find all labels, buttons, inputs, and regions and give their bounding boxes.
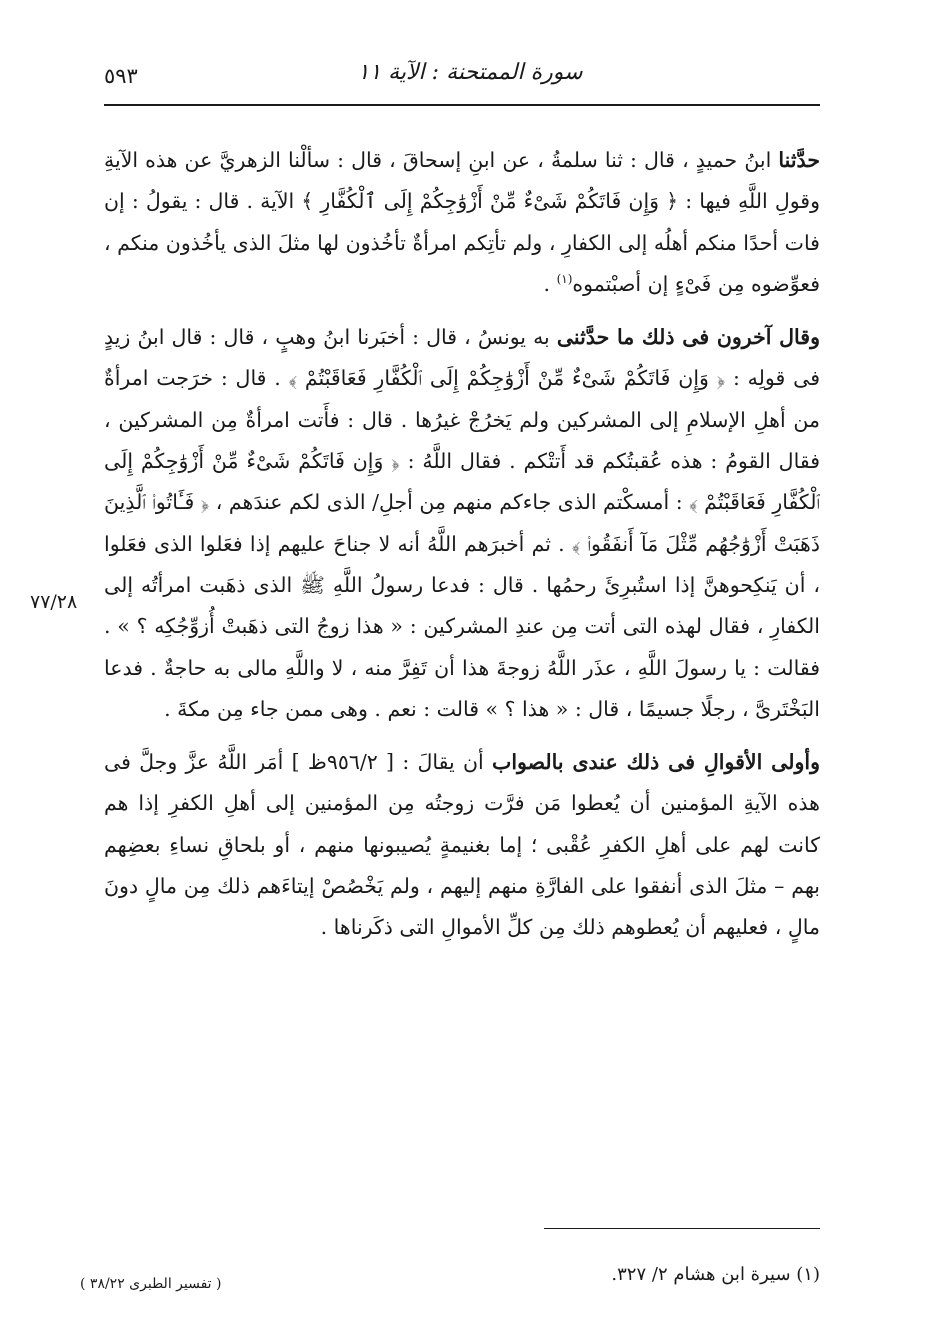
paragraph-3 <box>104 742 820 948</box>
quran-quote: ﴿ وَإِن فَاتَكُمْ شَىْءٌ مِّنْ أَزْوَٰجِكُمْ إِلَى ٱلْكُفَّارِ فَعَاقَبْتُمْ ﴾ <box>288 366 726 391</box>
paragraph-body: ابنُ حميدٍ ، قال : ثنا سلمةُ ، عن ابنِ إسحاقَ ، قال : سألْنا الزهريَّ عن هذه الآيةِ وقولِ اللَّهِ فيها : <box>104 148 821 214</box>
paragraph-body: به يونسُ ، قال : أخبَرنا ابنُ وهبٍ ، قال : قال ابنُ زيدٍ فى قولِه : <box>104 325 821 391</box>
paragraph-lead: وأولى الأقوالِ فى ذلك عندى بالصواب <box>492 750 820 775</box>
footnote: (١) سيرة ابن هشام ٢/ ٣٢٧. <box>611 1264 820 1285</box>
paragraph-1 <box>104 140 820 305</box>
paragraph-text: . ثم أخبرَهم اللَّهُ أنه لا جناحَ عليهم إذا فعَلوا الذى فعَلوا ، أن يَنكِحوهنَّ إذا استُبرِئَ رحمُها . قال : فدعا رسولُ اللَّهِ ﷺ الذى ذهَبت امرأتُه إلى الكفارِ ، فقال لهذه التى أتت مِن عندِ المشركين : « هذا زوجُ التى ذهَبتْ أُزوِّجُكِه ؟ » . فقالت : يا رسولَ اللَّهِ ، عذَر اللَّهُ زوجةَ هذا أن تَفِرَّ منه ، لا واللَّهِ مالى به حاجةٌ . فدعا البَخْتَرىَّ ، رجلًا جسيمًا ، قال : « هذا ؟ » قالت : نعم . وهى ممن جاء مِن مكةَ . <box>104 531 820 721</box>
paragraph-text: . قال : خرَجت امرأةٌ من أهلِ الإسلامِ إلى المشركين ولم يَخرُجْ غيرُها . قال : فأَتت امرأةٌ مِن المشركين ، فقال القومُ : هذه عُقبتُكم قد أَتتْكم . فقال اللَّهُ : <box>104 366 820 474</box>
header-rule <box>104 104 820 106</box>
quran-quote: ﴿ فَـَٔاتُوا۟ ٱلَّذِينَ ذَهَبَتْ أَزْوَٰجُهُم مِّثْلَ مَآ أَنفَقُوا۟ ﴾ <box>104 490 821 556</box>
paragraph-body: أن يقالَ : [ ٩٥٦/٢ظ ] أمَر اللَّهُ عزَّ وجلَّ فى هذه الآيةِ المؤمنين أن يُعطوا مَن فرَّت زوجتُه مِن المؤمنين إلى أهلِ الكفرِ إذا هم كانت لهم على أهلِ الكفرِ عُقْبى ؛ إما بغنيمةٍ يُصيبونها منهم ، أو بلحاقِ نساءِ بعضِهم بهم – مثلَ الذى أنفقوا على الفارَّةِ منهم إليهم ، ولم يَخْصُصْ إيتاءَهم ذلك مِن مالٍ دونَ مالٍ ، فعليهم أن يُعطوهم ذلك مِن كلِّ الأموالِ التى ذكَرناها . <box>104 750 820 940</box>
paragraph-text: الآية . قال : يقولُ : إن فات أحدًا منكم أهلُه إلى الكفارِ ، ولم تأتِكم امرأةٌ تأخُذون لها مثلَ الذى يأخُذون منكم ، فعوِّضوه مِن فَىْءٍ إن أصبْتموه <box>104 189 820 296</box>
paragraph-lead: وقال آخرون فى ذلك ما حدَّثنى <box>556 325 820 350</box>
margin-reference: ٧٧/٢٨ <box>30 591 78 613</box>
paragraph-lead: حدَّثنا <box>778 148 820 172</box>
page-number: ٥٩٣ <box>104 64 138 88</box>
source-note: ( تفسير الطبرى ٣٨/٢٢ ) <box>80 1276 222 1292</box>
main-text <box>104 140 820 949</box>
quran-quote: ﴿ وَإِن فَاتَكُمْ شَىْءٌ مِّنْ أَزْوَٰجِكُمْ إِلَى ٱلْكُفَّارِ ﴾ <box>301 189 679 214</box>
running-title: سورة الممتحنة : الآية ١١ <box>357 60 583 85</box>
paragraph-end: . <box>543 271 557 296</box>
footnote-rule <box>544 1228 820 1229</box>
footnote-marker: (١) <box>556 272 573 287</box>
paragraph-2 <box>104 317 820 730</box>
paragraph-text: : أمسكْتم الذى جاءكم منهم مِن أجلِ/ الذى لكم عندَهم ، <box>209 490 690 515</box>
quran-quote: ﴿ وَإِن فَاتَكُمْ شَىْءٌ مِّنْ أَزْوَٰجِكُمْ إِلَى ٱلْكُفَّارِ فَعَاقَبْتُمْ ﴾ <box>104 449 820 515</box>
